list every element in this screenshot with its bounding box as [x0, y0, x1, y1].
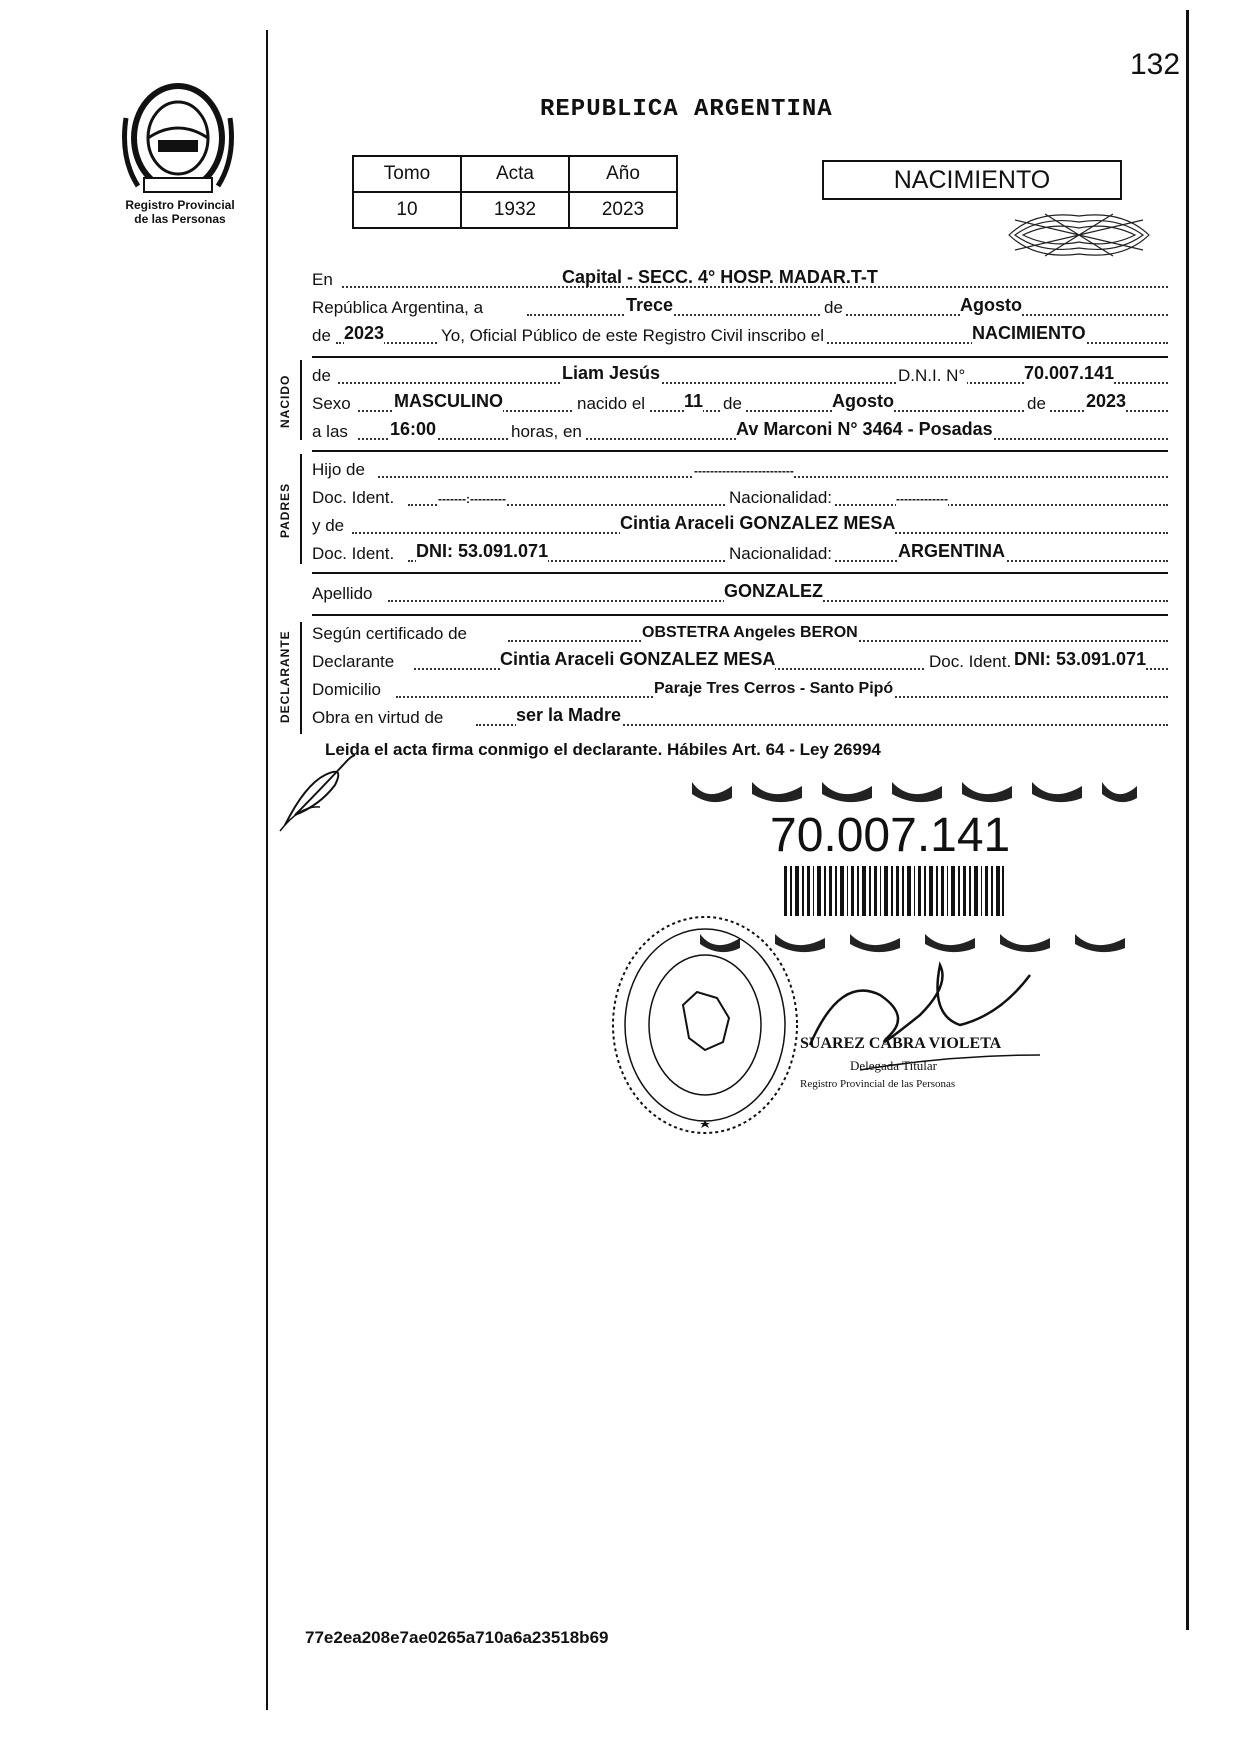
- barcode-icon: [784, 866, 1004, 916]
- declarante-section-label: DECLARANTE: [278, 630, 292, 724]
- domicilio-label: Domicilio: [312, 680, 381, 699]
- row-inscribo: [312, 324, 1168, 348]
- row-fecha: [312, 296, 1168, 320]
- a-las-label: a las: [312, 422, 348, 441]
- left-margin-line: [266, 30, 268, 1710]
- nacionalidad-label-1: Nacionalidad:: [726, 488, 835, 508]
- dni-large-number: 70.007.141: [770, 809, 1011, 862]
- declarante-doc-value: DNI: 53.091.071: [1014, 649, 1147, 669]
- mes-value: Agosto: [960, 295, 1022, 315]
- anio-value-lugar: 2023: [344, 323, 385, 343]
- nacido-de-label: de: [312, 366, 331, 385]
- row-certificado: [312, 622, 1168, 646]
- nacido-section-label: NACIDO: [278, 374, 292, 428]
- tomo-value: 10: [353, 192, 461, 228]
- right-margin-line: [1186, 10, 1189, 1630]
- sexo-value: MASCULINO: [394, 391, 503, 411]
- obra-label: Obra en virtud de: [312, 708, 444, 727]
- y-de-label: y de: [312, 516, 345, 535]
- anio-header: Año: [569, 156, 677, 192]
- padres-bar: [300, 454, 302, 564]
- logo-caption-line-2: de las Personas: [134, 212, 226, 226]
- madre-value: Cintia Araceli GONZALEZ MESA: [620, 513, 896, 533]
- separator: [312, 450, 1168, 452]
- declarante-doc-label: Doc. Ident.: [926, 652, 1014, 672]
- doc-ident-label-1: Doc. Ident.: [312, 488, 395, 507]
- row-nacido-hora: [312, 420, 1168, 444]
- certificado-label: Según certificado de: [312, 624, 467, 643]
- hora-value: 16:00: [390, 419, 437, 439]
- row-doc-padre: [312, 486, 1168, 510]
- dni-value: 70.007.141: [1024, 363, 1115, 383]
- nacido-dia-value: 11: [684, 391, 704, 411]
- domicilio-value: Paraje Tres Cerros - Santo Pipó: [654, 680, 894, 697]
- dotted-line: [527, 314, 1168, 316]
- row-apellido: [312, 582, 1168, 606]
- en-label: En: [312, 270, 333, 289]
- declarant-signature-icon: [275, 745, 365, 835]
- hijo-de-value: -------------------------: [694, 464, 794, 478]
- row-nacido-sexo: [312, 392, 1168, 416]
- nacido-de-label-2: de: [720, 394, 745, 414]
- dia-value: Trece: [626, 295, 674, 315]
- official-stamp-icon: [605, 910, 805, 1140]
- signer-name: SUAREZ CABRA VIOLETA: [800, 1035, 1002, 1052]
- doc-ident-label-2: Doc. Ident.: [312, 544, 395, 563]
- logo-caption-line-1: Registro Provincial: [125, 198, 235, 212]
- acta-header: Acta: [461, 156, 569, 192]
- padres-section-label: PADRES: [278, 482, 292, 538]
- row-obra: [312, 706, 1168, 730]
- nacido-bar: [300, 360, 302, 440]
- declarante-label: Declarante: [312, 652, 395, 671]
- document-title: REPUBLICA ARGENTINA: [540, 96, 833, 123]
- separator: [312, 356, 1168, 358]
- republica-label: República Argentina, a: [312, 298, 484, 317]
- record-number-table: [352, 155, 678, 229]
- row-domicilio: [312, 678, 1168, 702]
- row-hijo-de: [312, 458, 1168, 482]
- sexo-label: Sexo: [312, 394, 351, 413]
- lugar-nacimiento-value: Av Marconi N° 3464 - Posadas: [736, 419, 993, 439]
- record-type-box: NACIMIENTO: [822, 160, 1122, 200]
- en-value: Capital - SECC. 4° HOSP. MADAR.T-T: [562, 267, 878, 287]
- doc-ident-value-1: -------:---------: [438, 492, 506, 506]
- acta-value: 1932: [461, 192, 569, 228]
- nacionalidad-value-2: ARGENTINA: [898, 541, 1005, 561]
- separator: [312, 614, 1168, 616]
- apellido-label: Apellido: [312, 584, 373, 603]
- row-lugar: [312, 268, 1168, 292]
- official-signature-icon: [800, 955, 1050, 1075]
- signer-role: Delegada Titular: [850, 1058, 938, 1073]
- tomo-header: Tomo: [353, 156, 461, 192]
- inscribo-label: Yo, Oficial Público de este Registro Civil inscribo el: [438, 326, 827, 346]
- logo-caption: [100, 198, 260, 226]
- horas-en-label: horas, en: [508, 422, 585, 442]
- signer-organization: Registro Provincial de las Personas: [800, 1078, 956, 1090]
- document-hash: 77e2ea208e7ae0265a710a6a23518b69: [305, 1628, 609, 1647]
- anio-value: 2023: [569, 192, 677, 228]
- certificado-value: OBSTETRA Angeles BERON: [642, 624, 858, 641]
- row-doc-madre: [312, 542, 1168, 566]
- separator: [312, 572, 1168, 574]
- nacido-de-label-3: de: [1024, 394, 1049, 414]
- hijo-de-label: Hijo de: [312, 460, 365, 479]
- row-madre: [312, 514, 1168, 538]
- row-declarante: [312, 650, 1168, 674]
- de-label: de: [824, 298, 843, 317]
- obra-value: ser la Madre: [516, 705, 622, 725]
- row-nacido-nombre: [312, 364, 1168, 388]
- nacionalidad-label-2: Nacionalidad:: [726, 544, 835, 564]
- dni-label: D.N.I. N°: [898, 366, 966, 385]
- nacionalidad-value-1: -------------: [896, 492, 948, 506]
- closing-statement: Leida el acta firma conmigo el declarante. Hábiles Art. 64 - Ley 26994: [325, 740, 881, 759]
- nombre-value: Liam Jesús: [562, 363, 661, 383]
- declarante-value: Cintia Araceli GONZALEZ MESA: [500, 649, 776, 669]
- nacido-anio-value: 2023: [1086, 391, 1127, 411]
- security-pattern-top: [692, 778, 1142, 806]
- page-number: 132: [1130, 48, 1181, 81]
- de2-label: de: [312, 326, 331, 345]
- declarante-bar: [300, 622, 302, 734]
- inscribo-value: NACIMIENTO: [972, 323, 1086, 343]
- nacido-mes-value: Agosto: [832, 391, 894, 411]
- security-seal-icon: [1005, 210, 1153, 260]
- doc-ident-value-2: DNI: 53.091.071: [416, 541, 549, 561]
- province-seal-icon: [118, 78, 238, 198]
- nacido-el-label: nacido el: [574, 394, 648, 414]
- apellido-value: GONZALEZ: [724, 581, 823, 601]
